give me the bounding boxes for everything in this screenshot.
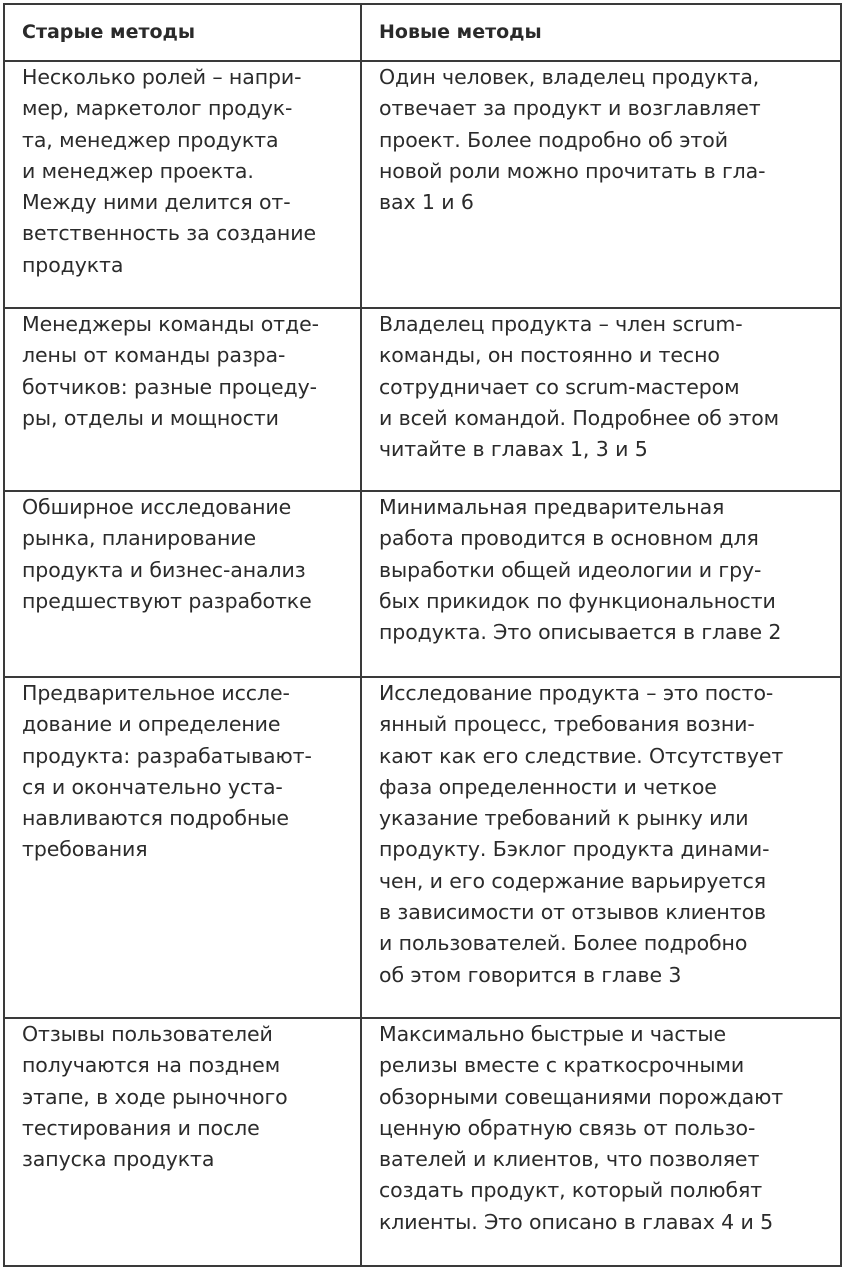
text-line: мер, маркетолог продук- [22, 96, 293, 121]
text-line: продукта и бизнес-анализ [22, 557, 306, 582]
text-line: и менеджер проекта. [22, 158, 254, 183]
text-line: продукта: разрабатывают- [22, 743, 312, 768]
table-row [4, 677, 841, 1018]
new-method-cell [361, 491, 841, 677]
text-line: вах 1 и 6 [379, 190, 474, 215]
new-method-cell [361, 61, 841, 308]
table-row [4, 308, 841, 491]
text-line: фаза определенности и четкое [379, 774, 717, 799]
text-line: ры, отделы и мощности [22, 405, 279, 430]
text-line: сотрудничает со scrum-мастером [379, 374, 740, 399]
text-line: новой роли можно прочитать в гла- [379, 158, 766, 183]
text-line: и всей командой. Подробнее об этом [379, 405, 780, 430]
new-method-cell [361, 677, 841, 1018]
text-line: кают как его следствие. Отсутствует [379, 743, 784, 768]
text-line: в зависимости от отзывов клиентов [379, 900, 767, 925]
text-line: продукта. Это описывается в главе 2 [379, 620, 782, 645]
text-line: требования [22, 837, 148, 862]
text-line: Между ними делится от- [22, 190, 291, 215]
old-method-cell [4, 1018, 361, 1266]
text-line: ветственность за создание [22, 221, 316, 246]
old-method-cell [4, 491, 361, 677]
text-line: дование и определение [22, 712, 281, 737]
text-line: запуска продукта [22, 1147, 215, 1172]
text-line: Несколько ролей – напри- [22, 65, 302, 89]
table-row [4, 491, 841, 677]
text-line: Максимально быстрые и частые [379, 1022, 726, 1046]
text-line: клиенты. Это описано в главах 4 и 5 [379, 1209, 774, 1234]
text-line: лены от команды разра- [22, 343, 286, 368]
text-line: этапе, в ходе рыночного [22, 1084, 288, 1109]
text-line: работа проводится в основном для [379, 526, 759, 551]
text-line: продукта [22, 252, 124, 277]
text-line: релизы вместе с краткосрочными [379, 1053, 745, 1078]
text-line: продукту. Бэклог продукта динами- [379, 837, 770, 862]
old-method-cell [4, 308, 361, 491]
text-line: навливаются подробные [22, 806, 289, 831]
text-line: ся и окончательно уста- [22, 774, 283, 799]
header-new-methods: Новые методы [361, 4, 841, 61]
text-line: ценную обратную связь от пользо- [379, 1115, 756, 1140]
text-line: Обширное исследование [22, 495, 292, 519]
text-line: создать продукт, который полюбят [379, 1178, 763, 1203]
text-line: об этом говорится в главе 3 [379, 962, 682, 987]
text-line: обзорными совещаниями порождают [379, 1084, 784, 1109]
new-method-cell [361, 1018, 841, 1266]
text-line: Минимальная предварительная [379, 495, 725, 519]
text-line: Один человек, владелец продукта, [379, 65, 760, 89]
new-method-cell [361, 308, 841, 491]
text-line: янный процесс, требования возни- [379, 712, 755, 737]
text-line: указание требований к рынку или [379, 806, 749, 831]
text-line: ботчиков: разные процеду- [22, 374, 317, 399]
old-method-cell [4, 677, 361, 1018]
text-line: предшествуют разработке [22, 588, 312, 613]
text-line: получаются на позднем [22, 1053, 281, 1078]
old-method-cell [4, 61, 361, 308]
comparison-table [3, 3, 842, 1267]
header-old-methods: Старые методы [4, 4, 361, 61]
text-line: Менеджеры команды отде- [22, 312, 319, 336]
text-line: та, менеджер продукта [22, 127, 279, 152]
text-line: Владелец продукта – член scrum- [379, 312, 743, 336]
text-line: отвечает за продукт и возглавляет [379, 96, 761, 121]
text-line: тестирования и после [22, 1115, 260, 1140]
text-line: Исследование продукта – это посто- [379, 681, 774, 705]
text-line: команды, он постоянно и тесно [379, 343, 720, 368]
text-line: чен, и его содержание варьируется [379, 868, 767, 893]
text-line: и пользователей. Более подробно [379, 931, 748, 956]
table-header-row [4, 4, 841, 61]
text-line: проект. Более подробно об этой [379, 127, 728, 152]
text-line: Предварительное иссле- [22, 681, 290, 705]
table-row [4, 1018, 841, 1266]
text-line: рынка, планирование [22, 526, 257, 551]
table-row [4, 61, 841, 308]
text-line: Отзывы пользователей [22, 1022, 273, 1046]
text-line: вателей и клиентов, что позволяет [379, 1147, 760, 1172]
text-line: бых прикидок по функциональности [379, 588, 776, 613]
text-line: выработки общей идеологии и гру- [379, 557, 762, 582]
text-line: читайте в главах 1, 3 и 5 [379, 437, 648, 462]
